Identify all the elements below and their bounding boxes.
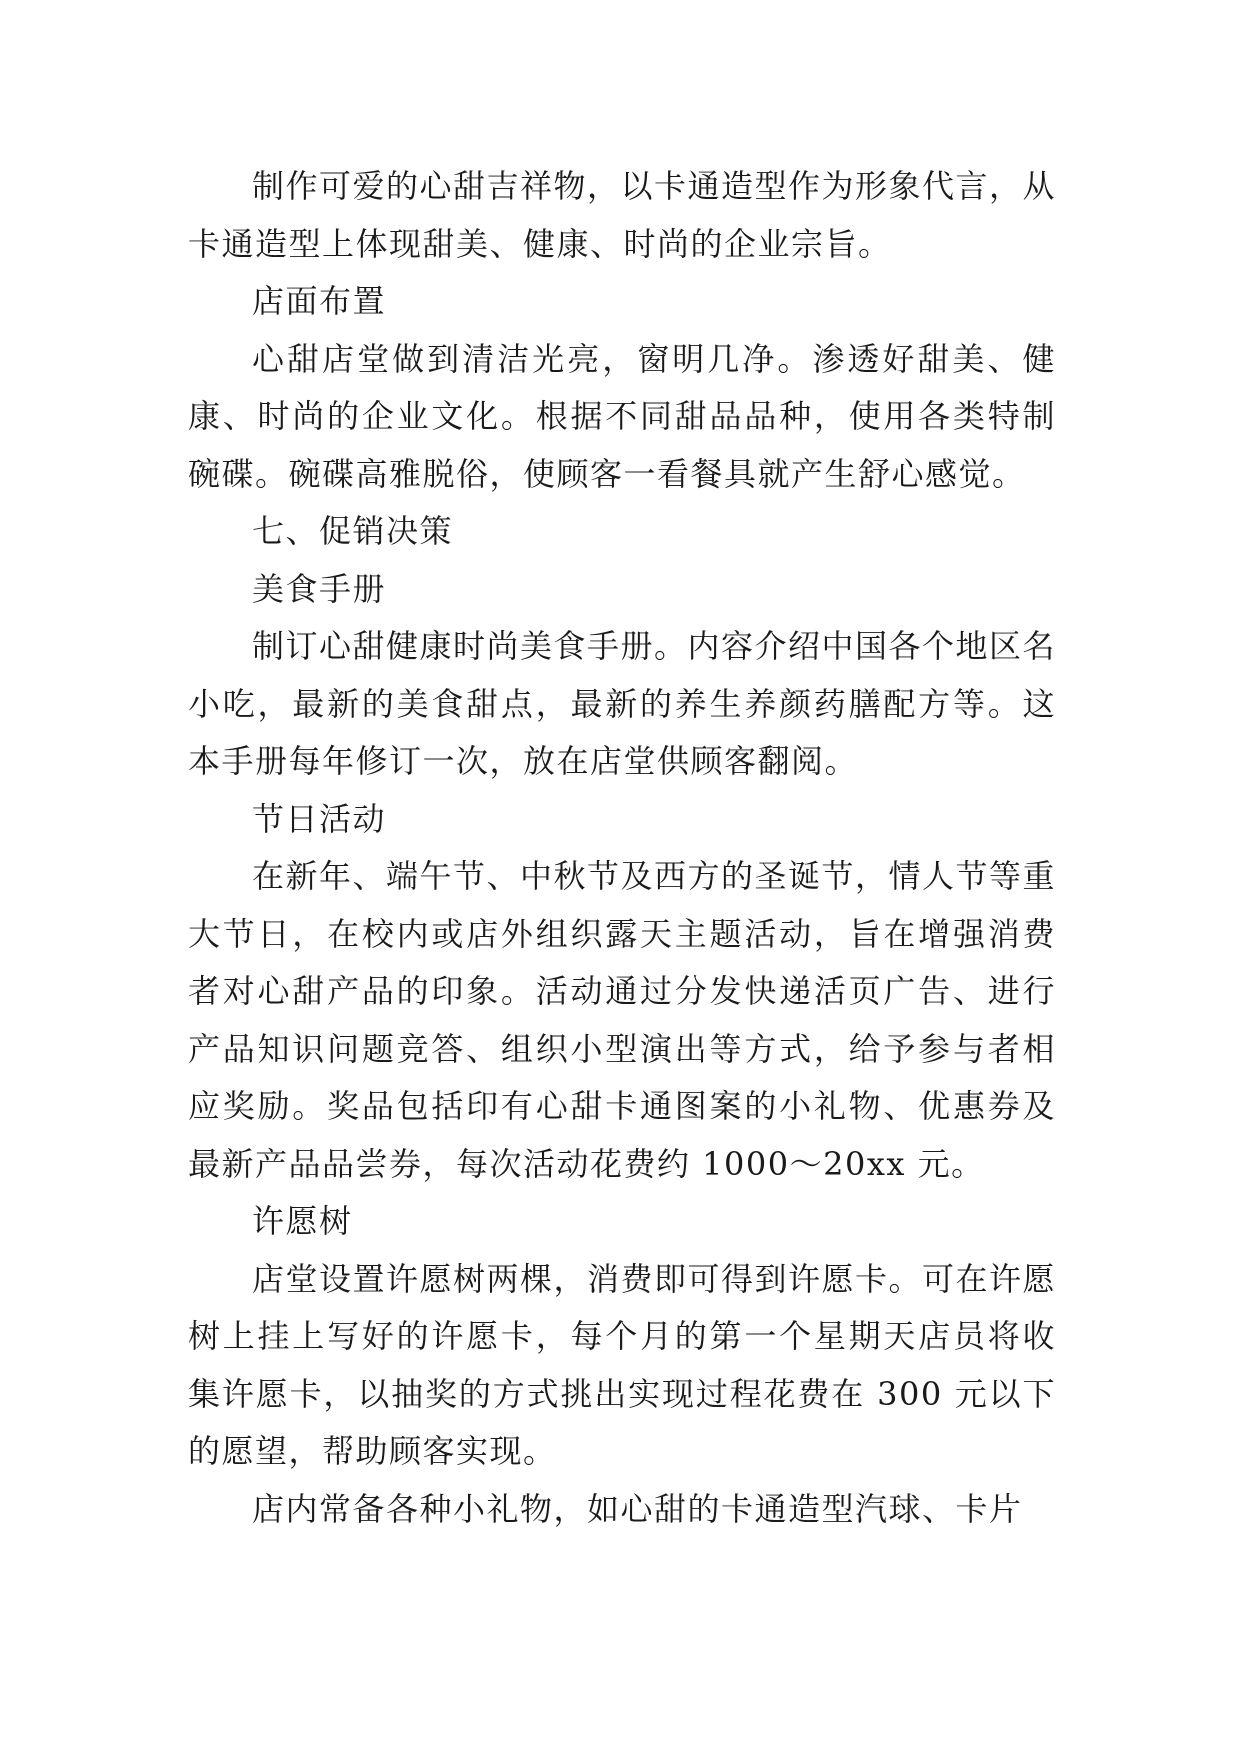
heading-wishing-tree: 许愿树 <box>252 1202 353 1240</box>
paragraph-food-handbook: 制订心甜健康时尚美食手册。内容介绍中国各个地区名小吃，最新的美食甜点，最新的养生养颜药膳配方等。这本手册每年修订一次，放在店堂供顾客翻阅。 <box>188 627 1057 780</box>
paragraph-store-layout: 心甜店堂做到清洁光亮，窗明几净。渗透好甜美、健康、时尚的企业文化。根据不同甜品品种，使用各类特制碗碟。碗碟高雅脱俗，使顾客一看餐具就产生舒心感觉。 <box>188 339 1056 493</box>
heading-festival-events: 节日活动 <box>252 799 387 838</box>
heading-store-layout: 店面布置 <box>252 282 387 320</box>
heading-food-handbook: 美食手册 <box>252 569 387 608</box>
document-body <box>188 158 1056 1538</box>
paragraph-festival-events: 在新年、端午节、中秋节及西方的圣诞节，情人节等重大节日，在校内或店外组织露天主题活动，旨在增强消费者对心甜产品的印象。活动通过分发快递活页广告、进行产品知识问题竞答、组织小型演出等方式，给予参与者相应奖励。奖品包括印有心甜卡通图案的小礼物、优惠券及最新产品品尝券，每次活动花费约 1000～20xx 元。 <box>188 857 1057 1183</box>
paragraph-wishing-tree: 店堂设置许愿树两棵，消费即可得到许愿卡。可在许愿树上挂上写好的许愿卡，每个月的第一个星期天店员将收集许愿卡，以抽奖的方式挑出实现过程花费在 300 元以下的愿望，帮助顾客实现。 <box>188 1259 1057 1470</box>
paragraph-mascot: 制作可爱的心甜吉祥物，以卡通造型作为形象代言，从卡通造型上体现甜美、健康、时尚的企业宗旨。 <box>188 167 1057 263</box>
heading-promotion-strategy: 七、促销决策 <box>252 512 454 550</box>
paragraph-small-gifts: 店内常备各种小礼物，如心甜的卡通造型汽球、卡片 <box>252 1489 1023 1528</box>
